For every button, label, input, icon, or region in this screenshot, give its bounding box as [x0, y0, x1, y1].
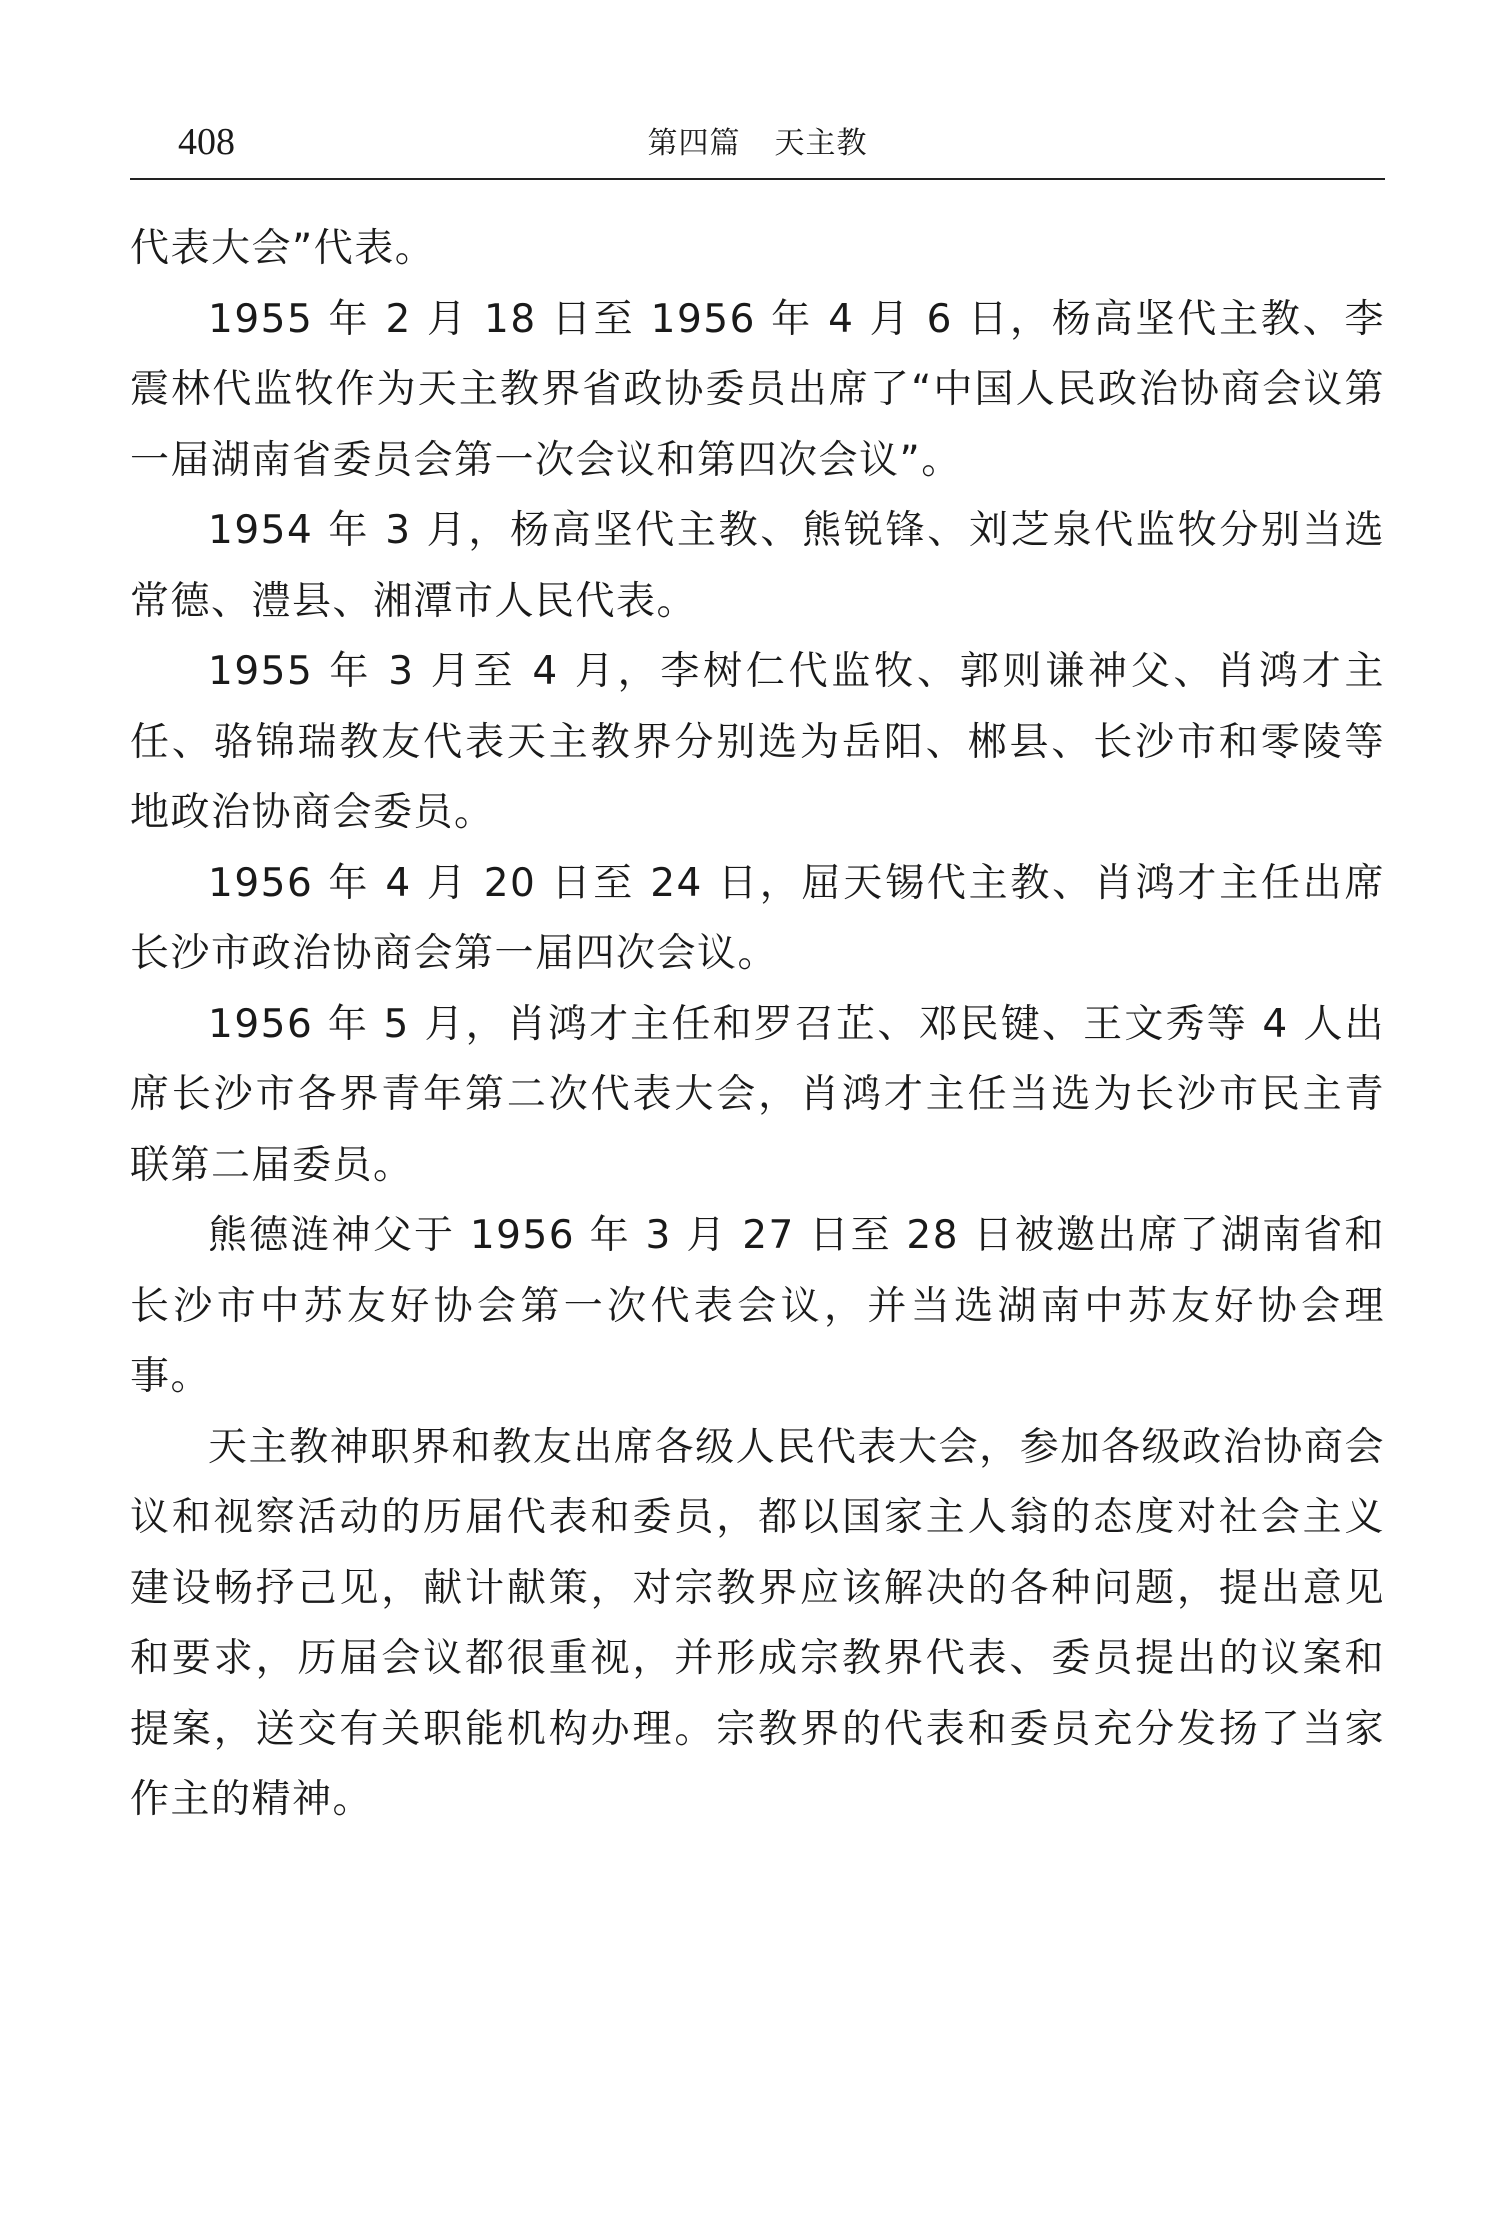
body-text: [130, 214, 1385, 1836]
page-header: [130, 110, 1385, 180]
part-label: 第四篇: [647, 126, 741, 161]
running-head: [130, 122, 1385, 166]
paragraph: 1956 年 5 月，肖鸿才主任和罗召芷、邓民键、王文秀等 4 人出席长沙市各界青年第二次代表大会，肖鸿才主任当选为长沙市民主青联第二届委员。: [130, 1001, 1385, 1188]
paragraph: 天主教神职界和教友出席各级人民代表大会，参加各级政治协商会议和视察活动的历届代表和委员，都以国家主人翁的态度对社会主义建设畅抒己见，献计献策，对宗教界应该解决的各种问题，提出意见和要求，历届会议都很重视，并形成宗教界代表、委员提出的议案和提案，送交有关职能机构办理。宗教界的代表和委员充分发扬了当家作主的精神。: [130, 1424, 1385, 1822]
paragraph: 1955 年 2 月 18 日至 1956 年 4 月 6 日，杨高坚代主教、李震林代监牧作为天主教界省政协委员出席了“中国人民政治协商会议第一届湖南省委员会第一次会议和第四次会议”。: [130, 296, 1385, 483]
page-number: 408: [178, 121, 235, 163]
section-title: 天主教: [774, 126, 868, 161]
paragraph: 1954 年 3 月，杨高坚代主教、熊锐锋、刘芝泉代监牧分别当选常德、澧县、湘潭市人民代表。: [130, 508, 1385, 624]
paragraph: 熊德涟神父于 1956 年 3 月 27 日至 28 日被邀出席了湖南省和长沙市中苏友好协会第一次代表会议，并当选湖南中苏友好协会理事。: [130, 1213, 1385, 1399]
header-rule: [130, 178, 1385, 180]
paragraph: 1955 年 3 月至 4 月，李树仁代监牧、郭则谦神父、肖鸿才主任、骆锦瑞教友代表天主教界分别选为岳阳、郴县、长沙市和零陵等地政治协商会委员。: [130, 649, 1385, 835]
paragraph: 1956 年 4 月 20 日至 24 日，屈天锡代主教、肖鸿才主任出席长沙市政治协商会第一届四次会议。: [130, 860, 1385, 976]
paragraph: 代表大会”代表。: [130, 226, 436, 271]
